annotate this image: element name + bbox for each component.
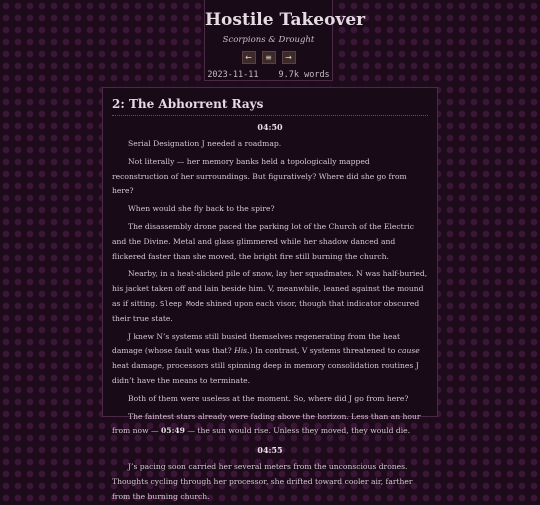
chapter-content (102, 87, 438, 501)
story-subtitle: Scorpions & Drought (222, 35, 315, 45)
prev-chapter-button[interactable]: ← (242, 51, 256, 64)
strong-time: 05:49 (161, 426, 185, 436)
chapter-index-button[interactable]: ≡ (262, 51, 276, 64)
emphasis-text: cause (397, 346, 420, 356)
text-run: — the sun would rise. Unless they moved, they would die. (184, 426, 411, 436)
paragraph: The disassembly drone paced the parking lot of the Church of the Electric and the Divine. Metal and glass glimmered while her shadow danced and flickered faster than she moved, the bright fire still burning the church. (112, 221, 415, 261)
paragraph (112, 410, 428, 440)
timestamp-heading: 04:55 (257, 445, 283, 456)
paragraph: Not literally — her memory banks held a topologically mapped reconstruction of her surroundings. But figuratively? Where did she go from here? (112, 156, 407, 196)
paragraph: Both of them were useless at the moment. So, where did J go from here? (128, 393, 409, 403)
chapter-title: 2: The Abhorrent Rays (112, 97, 428, 116)
sleep-mode-code: Sleep Mode (159, 298, 204, 308)
text-run: The faintest stars already were fading above the horizon. Less than an hour from now — (112, 411, 421, 436)
paragraph (112, 330, 428, 389)
story-title[interactable]: Hostile Takeover (205, 10, 366, 30)
timestamp-heading: 04:50 (257, 122, 283, 132)
text-run: J knew N’s systems still busied themselves regenerating from the heat damage (whose fault was that? (112, 331, 401, 356)
text-run: .) In contrast, V systems threatened to (247, 346, 398, 356)
paragraph: J’s pacing soon carried her several meters from the unconscious drones. Thoughts cycling through her processor, she drifted toward cooler air, farther from the burning church. (112, 462, 413, 501)
paragraph: When would she fly back to the spire? (128, 204, 275, 214)
paragraph: Serial Designation J needed a roadmap. (128, 139, 282, 148)
text-run: heat damage, processors still spinning deep in memory consolidation routines J didn’t have the means to terminate. (112, 361, 419, 385)
chapter-nav (205, 51, 332, 64)
paragraph (112, 267, 428, 326)
story-header (204, 0, 366, 81)
publish-date: 2023-11-11 (207, 70, 259, 80)
text-run: Nearby, in a heat-slicked pile of snow, lay her squadmates. N was half-buried, his jacket taken off and lain beside him. V, meanwhile, leaned against the mound as if sitting. (112, 269, 428, 308)
next-chapter-button[interactable]: → (282, 51, 296, 64)
story-meta (205, 70, 332, 80)
word-count: 9.7k words (278, 70, 330, 80)
text-run: shined upon each visor, though that indicator obscured their true state. (112, 298, 420, 323)
emphasis-text: His (234, 346, 248, 356)
